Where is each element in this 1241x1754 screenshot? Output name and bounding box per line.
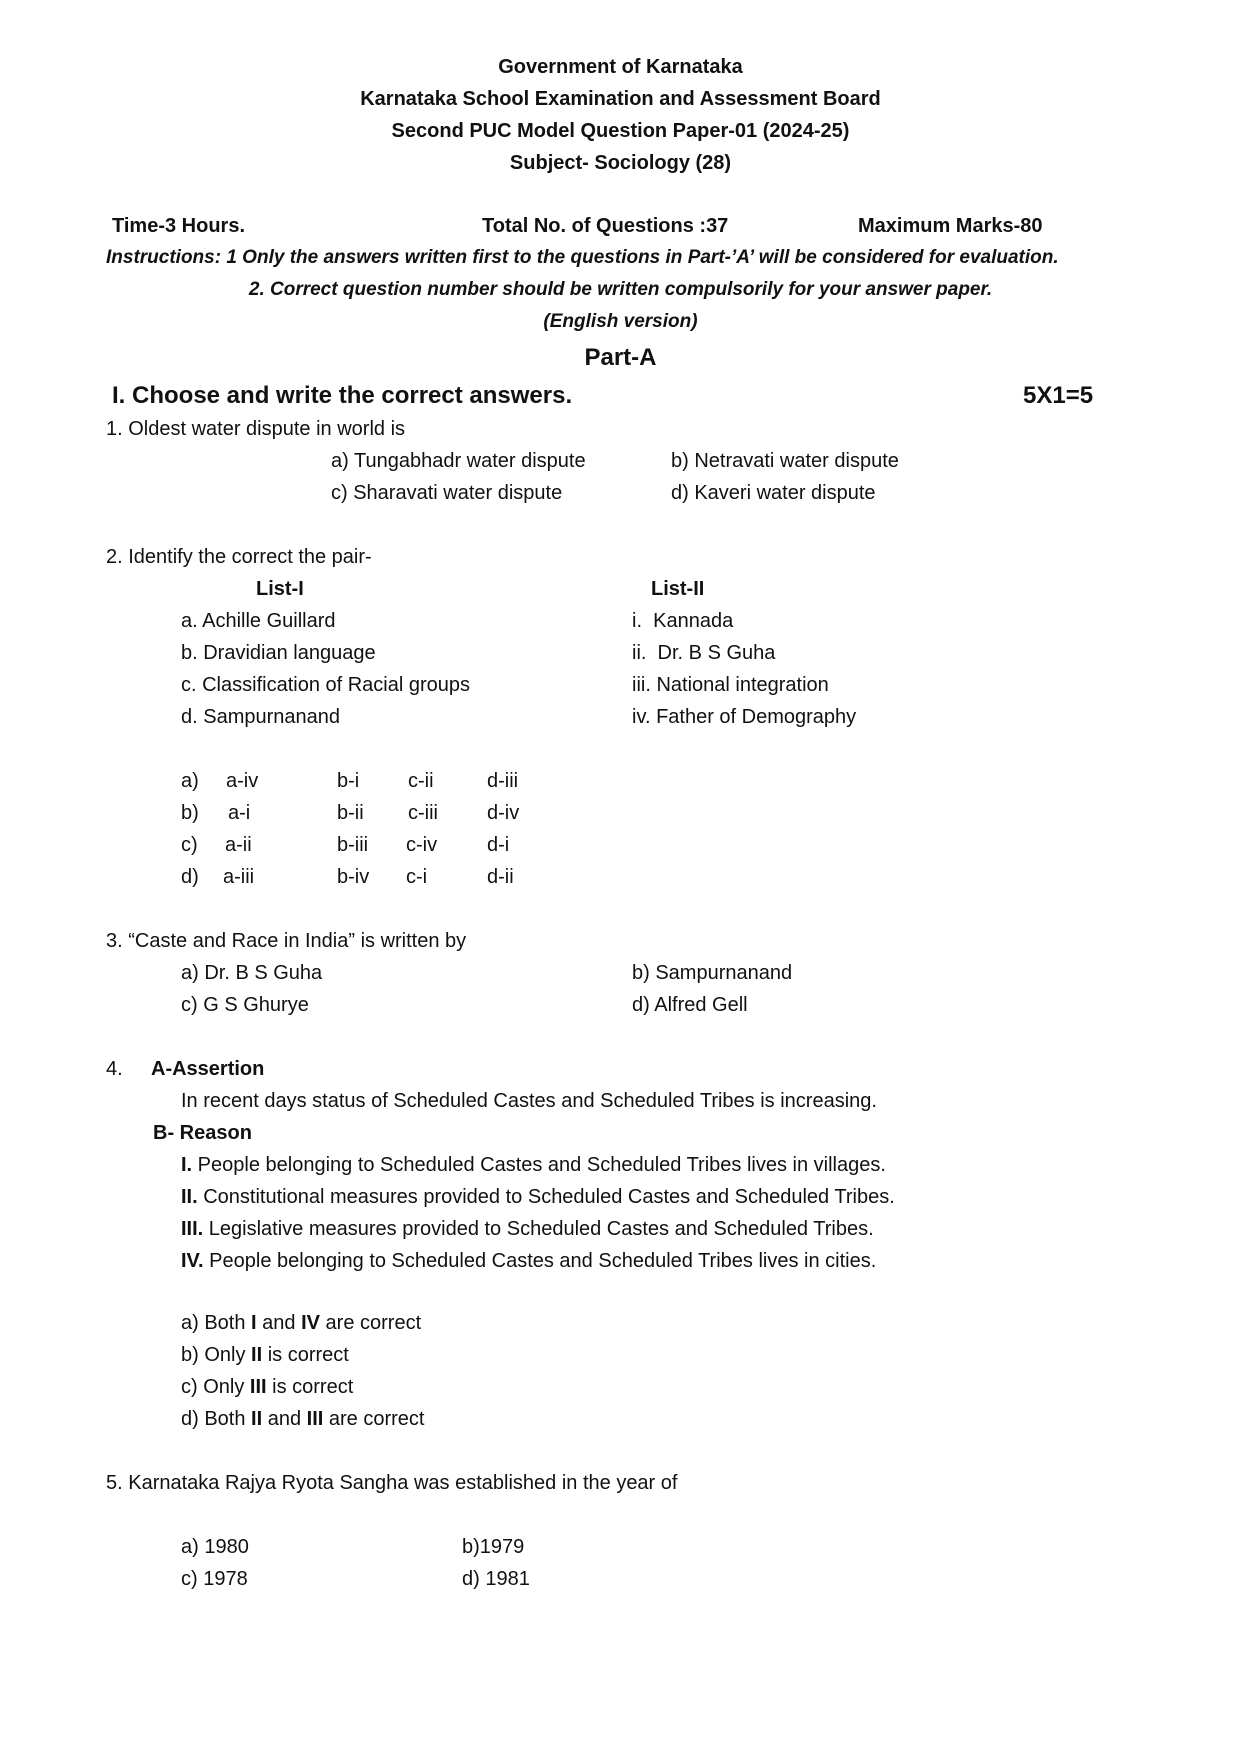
q4-reason-text: People belonging to Scheduled Castes and Scheduled Tribes lives in villages.: [192, 1154, 886, 1176]
q2-option-cell: c-ii: [408, 770, 434, 792]
q4-option-bold: I: [251, 1312, 257, 1334]
q2-option-cell: a-iv: [226, 770, 259, 792]
time-label: Time-3 Hours.: [112, 215, 245, 237]
q2-list2-item: iii. National integration: [632, 674, 829, 696]
q2-list1-item: b. Dravidian language: [181, 642, 376, 664]
q2-list2-item: ii. Dr. B S Guha: [632, 642, 776, 664]
q4-reason-item: [181, 1250, 876, 1273]
part-a-title: Part-A: [584, 344, 657, 371]
q4-reason-item: [181, 1218, 874, 1241]
q2-option-label: d): [181, 866, 199, 888]
header-government: Government of Karnataka: [498, 56, 743, 78]
q1-text: 1. Oldest water dispute in world is: [106, 418, 406, 440]
q5-text: 5. Karnataka Rajya Ryota Sangha was established in the year of: [106, 1472, 678, 1494]
q2-option-cell: a-ii: [225, 834, 252, 856]
q4-option-bold: III: [306, 1408, 324, 1430]
q2-list2-heading: List-II: [651, 578, 705, 600]
q4-reason-text: People belonging to Scheduled Castes and Scheduled Tribes lives in cities.: [203, 1250, 877, 1272]
q4-option-text: b) Only: [181, 1344, 252, 1366]
q4-reason-item: [181, 1186, 895, 1209]
q4-option-text: and: [256, 1312, 302, 1334]
q4-reason-text: Constitutional measures provided to Scheduled Castes and Scheduled Tribes.: [197, 1186, 895, 1208]
q4-option-bold: III: [249, 1376, 267, 1398]
instruction-2: 2. Correct question number should be written compulsorily for your answer paper.: [248, 279, 993, 300]
header-paper-title: Second PUC Model Question Paper-01 (2024-25): [391, 120, 850, 142]
q4-assertion-text: In recent days status of Scheduled Castes and Scheduled Tribes is increasing.: [181, 1090, 877, 1112]
instruction-1: Instructions: 1 Only the answers written first to the questions in Part-’A’ will be considered for evaluation.: [106, 247, 1059, 268]
q4-reason-number: III.: [181, 1218, 204, 1240]
q1-option-a: a) Tungabhadr water dispute: [331, 450, 586, 472]
q2-list2-item: iv. Father of Demography: [632, 706, 857, 728]
q2-option-cell: c-iv: [406, 834, 438, 856]
q3-text: 3. “Caste and Race in India” is written by: [106, 930, 467, 952]
q2-option-cell: a-iii: [223, 866, 255, 888]
total-questions-label: Total No. of Questions :37: [482, 215, 729, 237]
q4-reason-number: IV.: [181, 1250, 204, 1272]
q1-option-b: b) Netravati water dispute: [671, 450, 899, 472]
q1-option-d: d) Kaveri water dispute: [671, 482, 876, 504]
q4-option-text: d) Both: [181, 1408, 252, 1430]
q4-option-bold: IV: [301, 1312, 320, 1334]
q2-option-cell: b-i: [337, 770, 360, 792]
header-subject: Subject- Sociology (28): [509, 152, 732, 174]
q2-option-label: c): [181, 834, 198, 856]
q2-option-cell: b-iv: [337, 866, 370, 888]
q4-option-bold: II: [251, 1408, 263, 1430]
q4-option-text: is correct: [262, 1344, 349, 1366]
english-version-label: (English version): [543, 311, 698, 332]
q4-reason-text: Legislative measures provided to Scheduled Castes and Scheduled Tribes.: [203, 1218, 874, 1240]
q3-option-b: b) Sampurnanand: [632, 962, 793, 984]
q2-option-cell: d-iv: [487, 802, 520, 824]
q4-option-b: [181, 1344, 349, 1367]
q3-option-d: d) Alfred Gell: [632, 994, 748, 1016]
q2-option-cell: a-i: [228, 802, 251, 824]
q4-option-a: [181, 1312, 421, 1335]
q4-option-text: are correct: [320, 1312, 422, 1334]
q2-text: 2. Identify the correct the pair-: [106, 546, 372, 568]
q2-option-cell: d-iii: [487, 770, 519, 792]
q4-reason-number: II.: [181, 1186, 198, 1208]
header-board: Karnataka School Examination and Assessment Board: [360, 88, 881, 110]
q2-list2-item: i. Kannada: [632, 610, 734, 632]
q4-option-c: [181, 1376, 353, 1399]
q4-assertion-heading: A-Assertion: [151, 1058, 265, 1080]
q4-option-text: is correct: [266, 1376, 354, 1398]
q4-option-text: c) Only: [181, 1376, 250, 1398]
q2-option-cell: b-iii: [337, 834, 369, 856]
q4-reason-item: [181, 1154, 886, 1177]
q4-reason-number: I.: [181, 1154, 193, 1176]
q2-list1-item: d. Sampurnanand: [181, 706, 341, 728]
section-title: I. Choose and write the correct answers.: [112, 382, 573, 409]
q3-option-c: c) G S Ghurye: [181, 994, 309, 1016]
q4-option-d: [181, 1408, 424, 1431]
q2-list1-item: c. Classification of Racial groups: [181, 674, 471, 696]
q3-option-a: a) Dr. B S Guha: [181, 962, 323, 984]
q5-option-c: c) 1978: [181, 1568, 248, 1590]
q4-option-text: are correct: [323, 1408, 425, 1430]
q4-number: 4.: [106, 1058, 123, 1080]
q4-option-text: a) Both: [181, 1312, 252, 1334]
q1-option-c: c) Sharavati water dispute: [331, 482, 563, 504]
q2-option-label: a): [181, 770, 199, 792]
q2-option-cell: c-i: [406, 866, 428, 888]
q4-option-bold: II: [251, 1344, 263, 1366]
q2-list1-item: a. Achille Guillard: [181, 610, 336, 632]
q4-option-text: and: [262, 1408, 307, 1430]
q2-option-cell: d-i: [487, 834, 510, 856]
q2-option-label: b): [181, 802, 199, 824]
q4-reason-heading: B- Reason: [153, 1122, 252, 1144]
max-marks-label: Maximum Marks-80: [858, 215, 1043, 237]
q2-option-cell: d-ii: [487, 866, 514, 888]
q5-option-b: b)1979: [462, 1536, 525, 1558]
q5-option-d: d) 1981: [462, 1568, 530, 1590]
q2-option-cell: c-iii: [408, 802, 438, 824]
q5-option-a: a) 1980: [181, 1536, 249, 1558]
q2-list1-heading: List-I: [256, 578, 304, 600]
section-marks: 5X1=5: [1023, 382, 1094, 409]
q2-option-cell: b-ii: [337, 802, 364, 824]
